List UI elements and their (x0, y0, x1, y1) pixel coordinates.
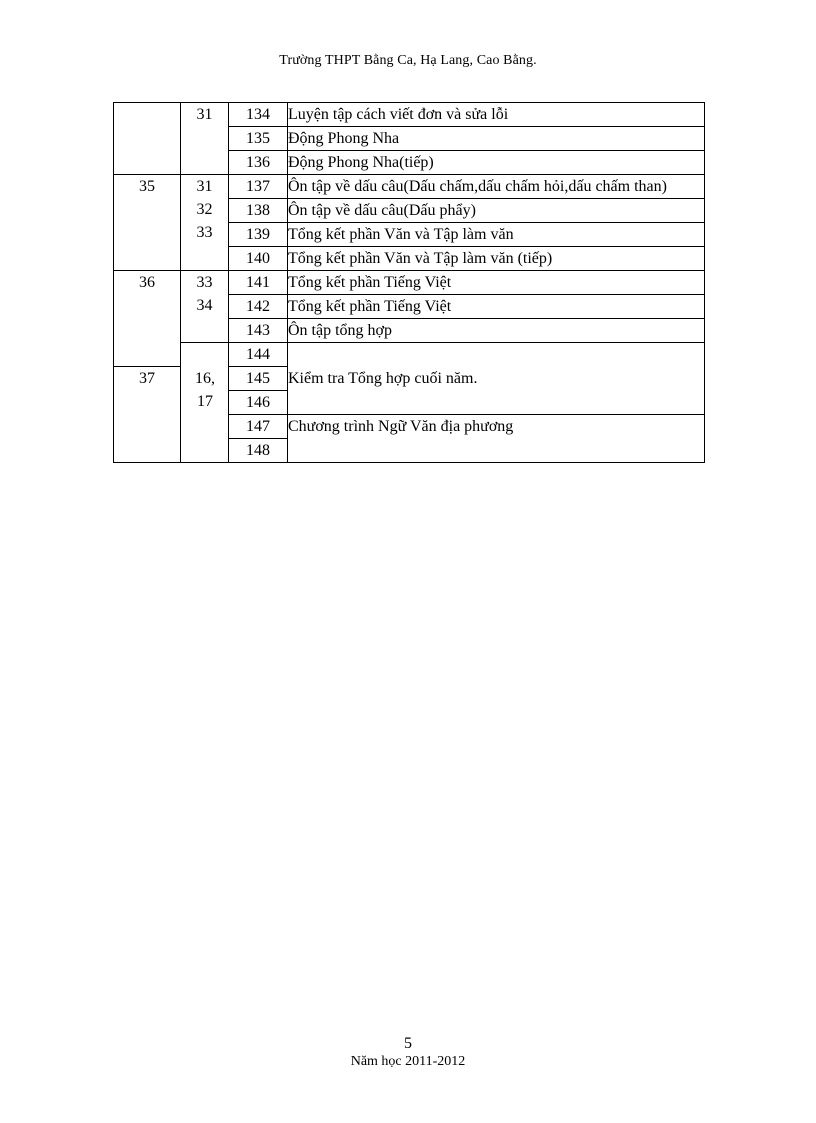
lesson-number: 141 (229, 271, 288, 295)
unit-cell-overlay (181, 367, 229, 413)
lesson-number: 138 (229, 199, 288, 223)
unit-number: 33 (196, 224, 213, 241)
unit-cell (181, 271, 229, 343)
lesson-number: 145 (229, 367, 288, 391)
lesson-title: Động Phong Nha(tiếp) (288, 151, 705, 175)
lesson-number: 148 (229, 439, 288, 463)
unit-number: 31 (196, 106, 213, 123)
page-number: 5 (404, 1035, 412, 1052)
lesson-number: 140 (229, 247, 288, 271)
unit-number: 34 (196, 297, 213, 314)
unit-number: 17 (197, 392, 213, 410)
lesson-title: Động Phong Nha (288, 127, 705, 151)
week-cell (114, 103, 181, 175)
lesson-number: 137 (229, 175, 288, 199)
page-header: Trường THPT Bằng Ca, Hạ Lang, Cao Bằng. (279, 53, 537, 68)
lesson-number: 146 (229, 391, 288, 415)
lesson-title: Ôn tập tổng hợp (288, 319, 705, 343)
week-cell: 37 (114, 367, 181, 463)
lesson-title-merged: Kiểm tra Tổng hợp cuối năm. (288, 343, 705, 415)
lesson-number: 143 (229, 319, 288, 343)
lesson-number: 147 (229, 415, 288, 439)
lesson-title: Ôn tập về dấu câu(Dấu phẩy) (288, 199, 705, 223)
lesson-number: 135 (229, 127, 288, 151)
unit-number: 32 (196, 201, 213, 218)
lesson-number: 139 (229, 223, 288, 247)
page-footer (0, 1035, 816, 1071)
week-cell: 35 (114, 175, 181, 271)
school-year: Năm học 2011-2012 (350, 1054, 466, 1069)
lesson-title: Ôn tập về dấu câu(Dấu chấm,dấu chấm hỏi,dấu chấm than) (288, 175, 705, 199)
lesson-number: 134 (229, 103, 288, 127)
lesson-title: Tổng kết phần Văn và Tập làm văn (tiếp) (288, 247, 705, 271)
unit-cell (181, 175, 229, 271)
unit-number: 33 (196, 274, 213, 291)
lesson-title: Luyện tập cách viết đơn và sửa lỗi (288, 103, 705, 127)
unit-number: 16, (195, 369, 215, 387)
lesson-number: 144 (229, 343, 288, 367)
lesson-title: Tổng kết phần Văn và Tập làm văn (288, 223, 705, 247)
lesson-number: 142 (229, 295, 288, 319)
unit-cell (181, 103, 229, 175)
table-row (114, 343, 705, 367)
table-row (114, 175, 705, 199)
lesson-number: 136 (229, 151, 288, 175)
lesson-title: Tổng kết phần Tiếng Việt (288, 295, 705, 319)
table-row (114, 271, 705, 295)
week-cell: 36 (114, 271, 181, 367)
unit-number: 31 (196, 178, 213, 195)
lesson-title: Tổng kết phần Tiếng Việt (288, 271, 705, 295)
lesson-title-merged: Chương trình Ngữ Văn địa phương (288, 415, 705, 463)
table-row (114, 103, 705, 127)
